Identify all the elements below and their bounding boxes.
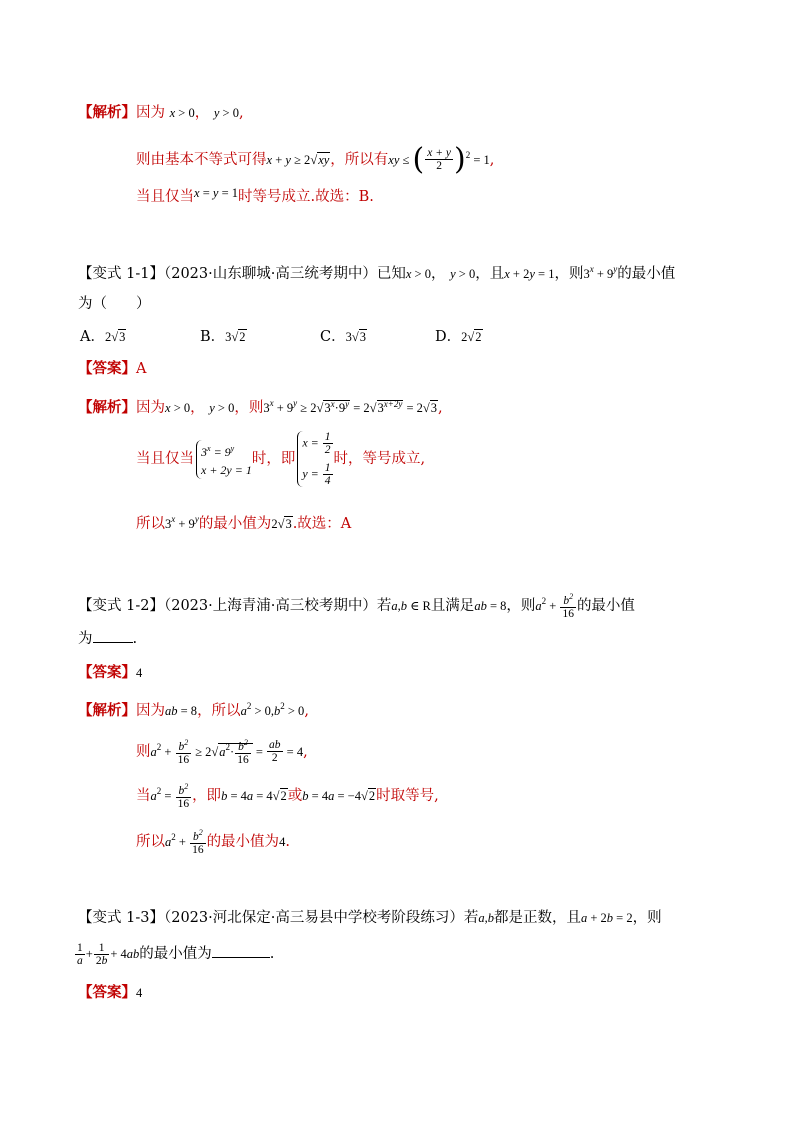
- analysis-line-2: 则由基本不等式可得x + y ≥ 2√xy，所以有xy ≤ ( $\frac{x + y}{2}$ )$^2$ = 1,: [136, 141, 495, 177]
- question-1-2-stem-2: 为 .: [78, 628, 137, 650]
- analysis-1-2-line-4: 所以$a^2$ + $\frac{b^2}{16}$ 的最小值为4.: [136, 828, 290, 857]
- analysis-1-1-line-3: 所以$3^x + 9^y$的最小值为2√3.故选：A: [136, 514, 352, 532]
- option-c[interactable]: C．3√3: [320, 329, 366, 345]
- analysis-1-2-line-2: 则$a^2$ + $\frac{b^2}{16}$ ≥ $2√a^2\cdot$ $\frac{b^2}{16}$ = $\frac{ab}{2}$ = 4,: [136, 738, 308, 767]
- answer-blank[interactable]: [93, 628, 133, 643]
- question-1-1-stem-2: 为（ ）: [78, 296, 151, 312]
- solution-system: x = $\frac{1}{2}$ y = $\frac{1}{4}$: [297, 431, 333, 487]
- question-1-3-stem: 【变式 1-3】（2023·河北保定·高三易县中学校考阶段练习）若a,b都是正数，且a + 2b = 2，则: [78, 910, 662, 926]
- option-a[interactable]: A．2√3: [80, 329, 126, 345]
- analysis-1-1-line-1: 【解析】因为x > 0， y > 0，则$3^x + 9^y \ge 2√3^x\cdot 9^y = 2√3^{x+2y} = 2√3$,: [78, 398, 443, 416]
- analysis-1-2-line-1: 【解析】因为ab = 8，所以$a^2 > 0,b^2 > 0$,: [78, 701, 309, 719]
- option-d[interactable]: D．2√2: [435, 329, 482, 345]
- fraction: $\frac{x + y}{2}$: [427, 147, 451, 173]
- answer-1-2: 【答案】4: [78, 665, 143, 681]
- analysis-1-1-line-2: 当且仅当 $3^x = 9^y$ x + 2y = 1 时，即 x = $\frac{1}{2}$ y = $\frac{1}{4}$ 时，等号成立,: [136, 431, 426, 487]
- analysis-line-3: 当且仅当x = y = 1时等号成立.故选：B.: [136, 186, 374, 205]
- question-1-2-stem: 【变式 1-2】（2023·上海青浦·高三校考期中）若a,b ∈ R且满足ab = 8，则$a^2$ + $\frac{b^2}{16}$ 的最小值: [78, 592, 635, 621]
- analysis-label: 【解析】: [78, 105, 136, 121]
- question-source: （2023·山东聊城·高三统考期中）: [163, 265, 377, 282]
- answer-blank[interactable]: [212, 943, 270, 958]
- math: x: [169, 106, 176, 120]
- analysis-1-2-line-3: 当$a^2$ = $\frac{b^2}{16}$ ，即b = 4a = 4√2或b = 4a = −4√2时取等号,: [136, 782, 439, 811]
- analysis-line-1: 【解析】因为 x > 0， y > 0,: [78, 105, 244, 121]
- answer-1-3: 【答案】4: [78, 985, 143, 1001]
- answer-1-1: 【答案】A: [78, 361, 147, 377]
- question-1-1-stem: 【变式 1-1】（2023·山东聊城·高三统考期中）已知x > 0， y > 0，且x + 2y = 1，则$3^x + 9^y$的最小值: [78, 264, 676, 282]
- equation-system: $3^x = 9^y$ x + 2y = 1: [196, 440, 252, 479]
- question-1-3-stem-2: $\frac{1}{a}$ + $\frac{1}{2b}$ + 4ab的最小值为 .: [77, 941, 275, 967]
- option-b[interactable]: B．3√2: [200, 329, 246, 345]
- question-label: 【变式 1-1】: [78, 265, 164, 282]
